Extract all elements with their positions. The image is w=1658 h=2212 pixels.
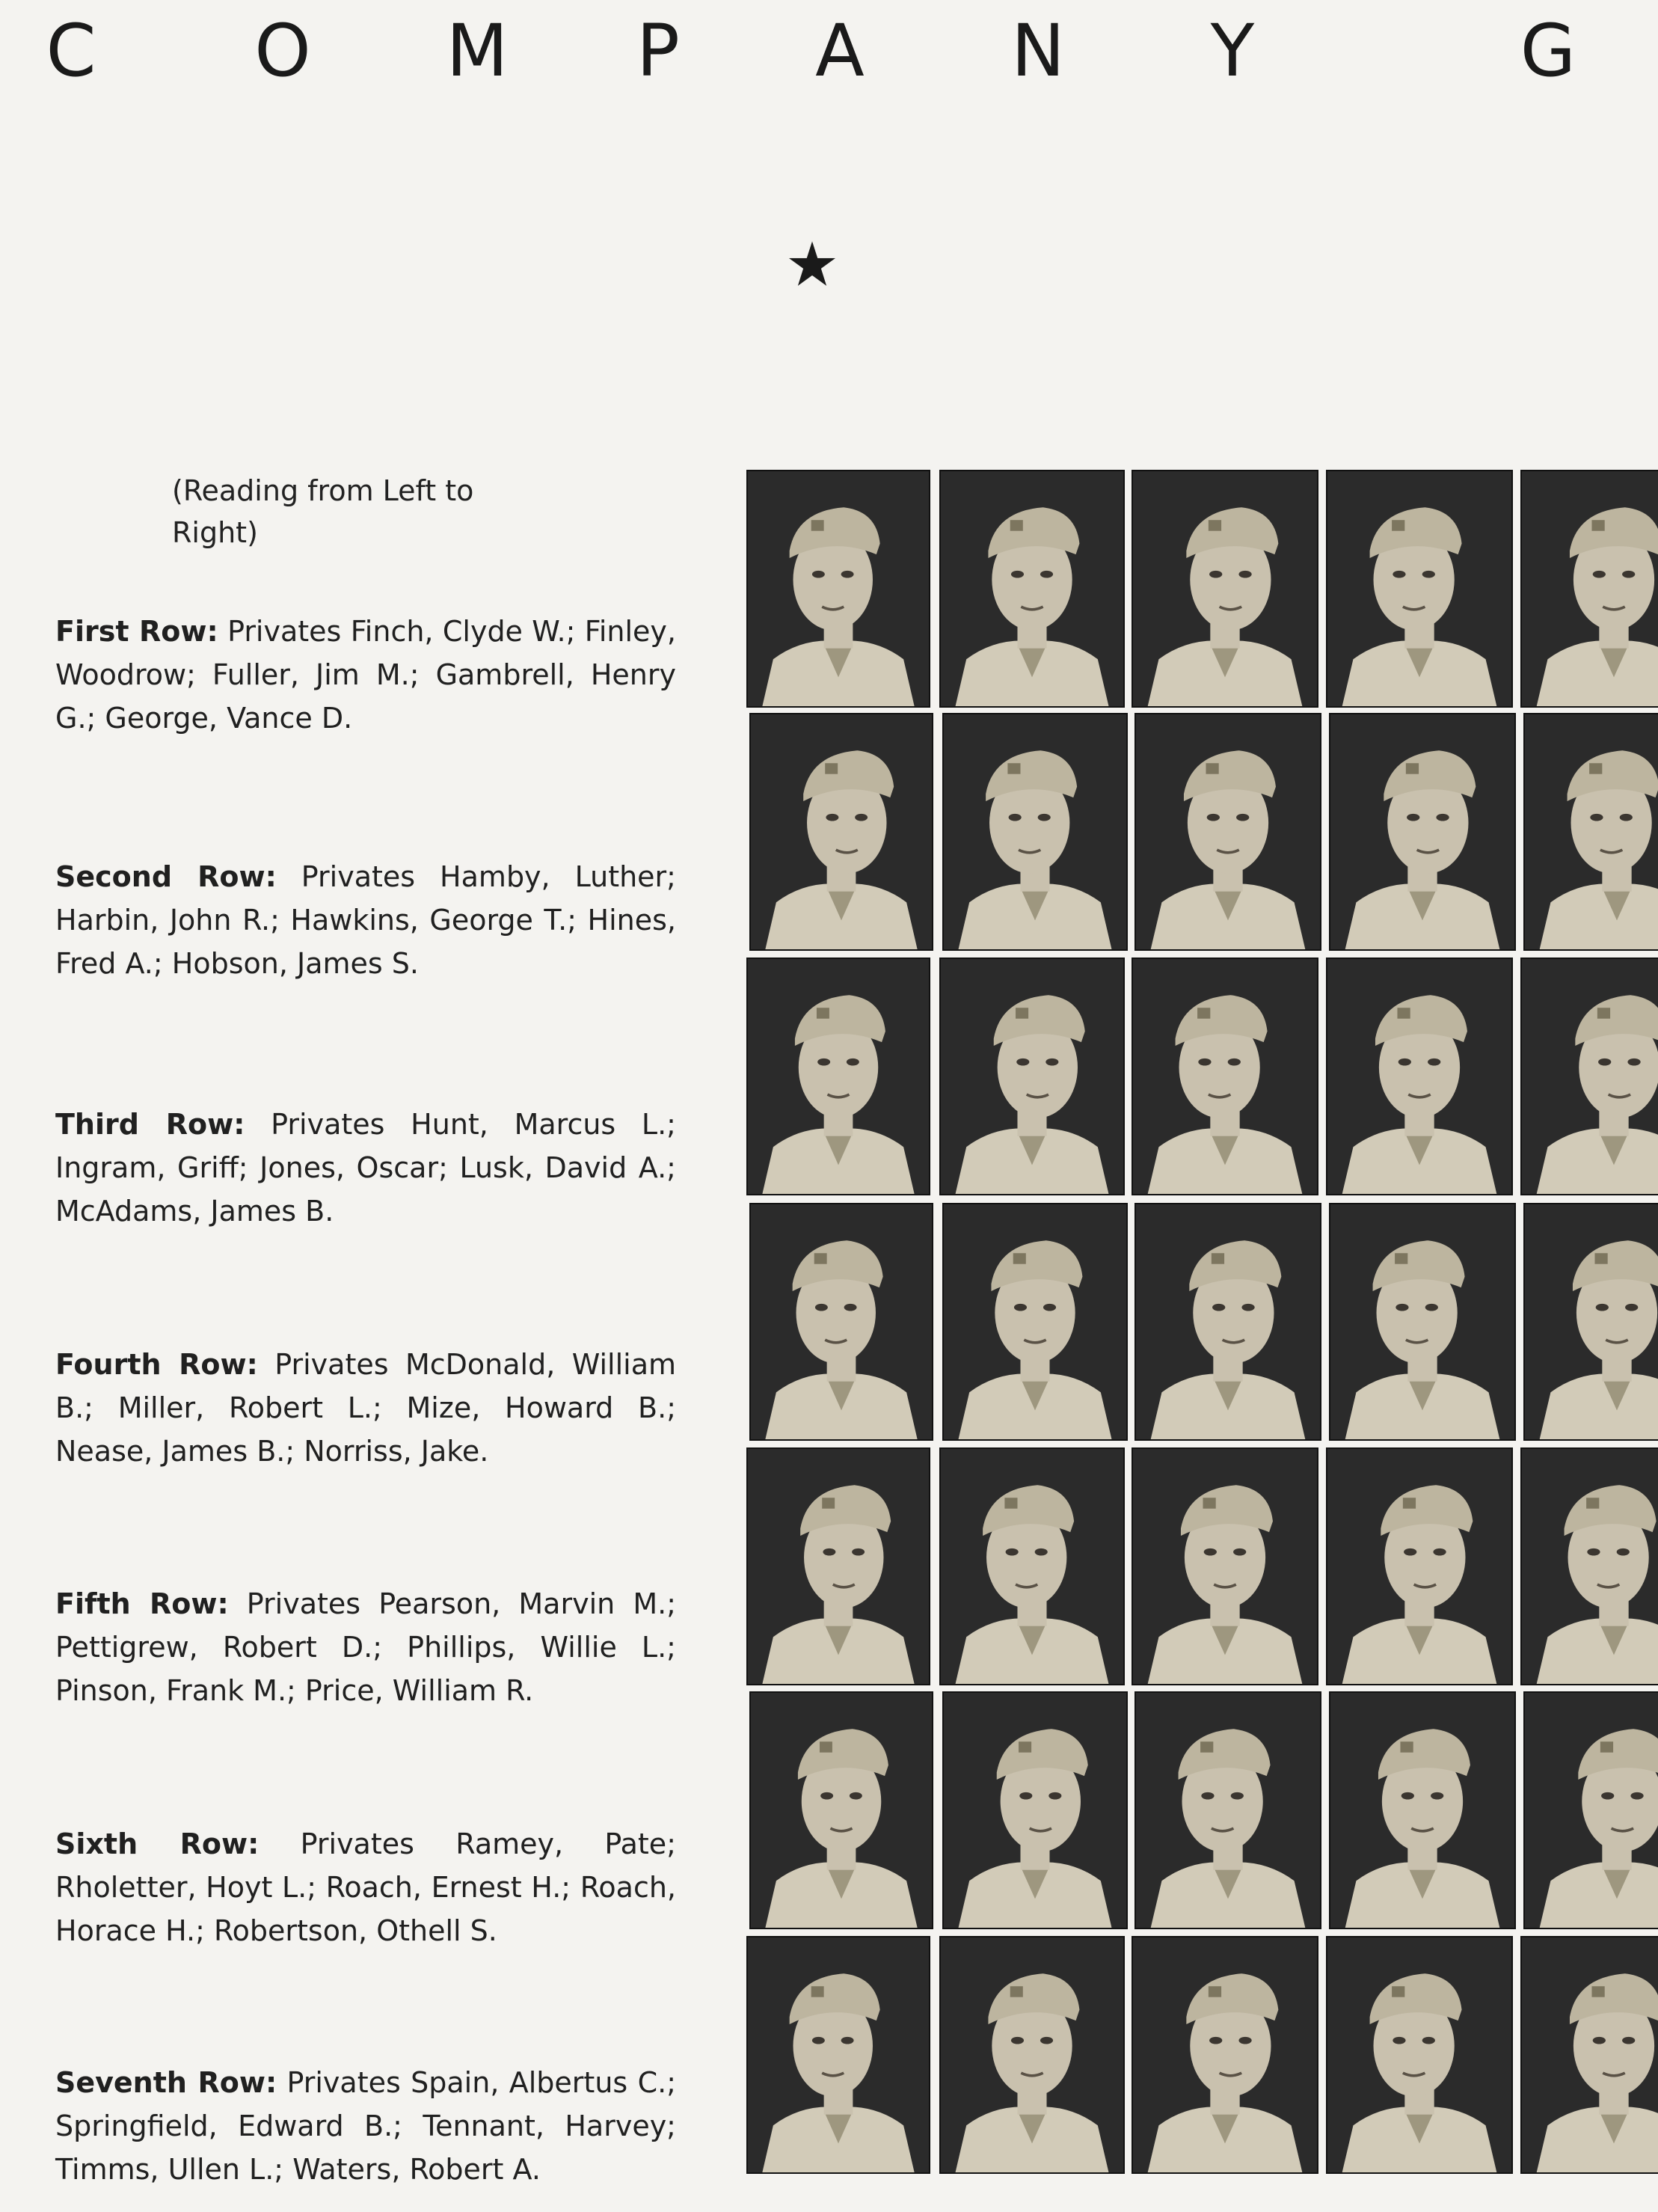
portrait-grid <box>746 470 1658 2183</box>
row-caption-label: Fourth Row: <box>55 1348 258 1381</box>
portrait-photo <box>1132 1936 1318 2174</box>
row-caption-first <box>55 610 676 740</box>
row-caption-sixth <box>55 1822 676 1952</box>
row-caption-text: Privates Spain, Albertus C.; Springfield, Edward B.; Tennant, Harvey; Timms, Ullen L.; Waters, Robert A. <box>55 2066 676 2186</box>
portrait-photo <box>746 958 930 1195</box>
reading-note: (Reading from Left to Right) <box>172 474 474 549</box>
portrait-photo <box>1523 713 1658 951</box>
title-letter: C <box>46 9 96 93</box>
portrait-photo <box>1329 1691 1516 1929</box>
portrait-photo <box>1134 1691 1321 1929</box>
title-letter: G <box>1520 9 1576 93</box>
portrait-photo <box>1329 713 1516 951</box>
title-letter: A <box>815 9 865 93</box>
row-caption-text: Privates McDonald, William B.; Miller, Robert L.; Mize, Howard B.; Nease, James B.; Norriss, Jake. <box>55 1348 676 1468</box>
portrait-photo <box>749 1691 933 1929</box>
row-caption-seventh <box>55 2061 676 2191</box>
portrait-photo <box>1132 1447 1318 1685</box>
portrait-photo <box>1132 470 1318 708</box>
title-letter: N <box>1011 9 1065 93</box>
portrait-photo <box>746 470 930 708</box>
row-caption-label: Sixth Row: <box>55 1827 260 1860</box>
portrait-photo <box>749 713 933 951</box>
portrait-photo <box>942 1691 1128 1929</box>
portrait-photo <box>1134 1203 1321 1441</box>
portrait-photo <box>1329 1203 1516 1441</box>
row-caption-text: Privates Hunt, Marcus L.; Ingram, Griff; Jones, Oscar; Lusk, David A.; McAdams, James B. <box>55 1108 676 1228</box>
portrait-photo <box>749 1203 933 1441</box>
row-caption-fourth <box>55 1343 676 1473</box>
row-caption-text: Privates Hamby, Luther; Harbin, John R.; Hawkins, George T.; Hines, Fred A.; Hobson, James S. <box>55 860 676 980</box>
row-caption-label: First Row: <box>55 615 218 648</box>
portrait-photo <box>1520 470 1658 708</box>
portrait-photo <box>1134 713 1321 951</box>
title-letter: O <box>254 9 311 93</box>
portrait-photo <box>1132 958 1318 1195</box>
portrait-photo <box>1326 1447 1513 1685</box>
portrait-photo <box>939 470 1125 708</box>
portrait-photo <box>942 1203 1128 1441</box>
title-letter: Y <box>1210 9 1255 93</box>
portrait-photo <box>939 1447 1125 1685</box>
portrait-photo <box>1520 1447 1658 1685</box>
portrait-photo <box>1326 958 1513 1195</box>
row-caption-label: Fifth Row: <box>55 1587 229 1620</box>
row-caption-label: Second Row: <box>55 860 277 893</box>
row-caption-fifth <box>55 1582 676 1712</box>
row-caption-label: Third Row: <box>55 1108 245 1141</box>
portrait-photo <box>1326 470 1513 708</box>
portrait-photo <box>1523 1203 1658 1441</box>
portrait-photo <box>1520 958 1658 1195</box>
row-caption-third <box>55 1103 676 1233</box>
row-caption-second <box>55 855 676 985</box>
page-title <box>0 0 1658 93</box>
row-caption-text: Privates Finch, Clyde W.; Finley, Woodrow; Fuller, Jim M.; Gambrell, Henry G.; George, Vance D. <box>55 615 676 735</box>
portrait-photo <box>1523 1691 1658 1929</box>
title-letter: M <box>446 9 509 93</box>
portrait-photo <box>1520 1936 1658 2174</box>
portrait-photo <box>942 713 1128 951</box>
portrait-photo <box>939 958 1125 1195</box>
portrait-photo <box>1326 1936 1513 2174</box>
portrait-photo <box>746 1447 930 1685</box>
portrait-photo <box>939 1936 1125 2174</box>
row-caption-text: Privates Pearson, Marvin M.; Pettigrew, Robert D.; Phillips, Willie L.; Pinson, Frank M.; Price, William R. <box>55 1587 676 1707</box>
portrait-photo <box>746 1936 930 2174</box>
row-caption-label: Seventh Row: <box>55 2066 277 2099</box>
star-icon <box>787 239 837 289</box>
row-caption-text: Privates Ramey, Pate; Rholetter, Hoyt L.; Roach, Ernest H.; Roach, Horace H.; Robertson, Othell S. <box>55 1827 676 1947</box>
title-letter: P <box>636 9 680 93</box>
